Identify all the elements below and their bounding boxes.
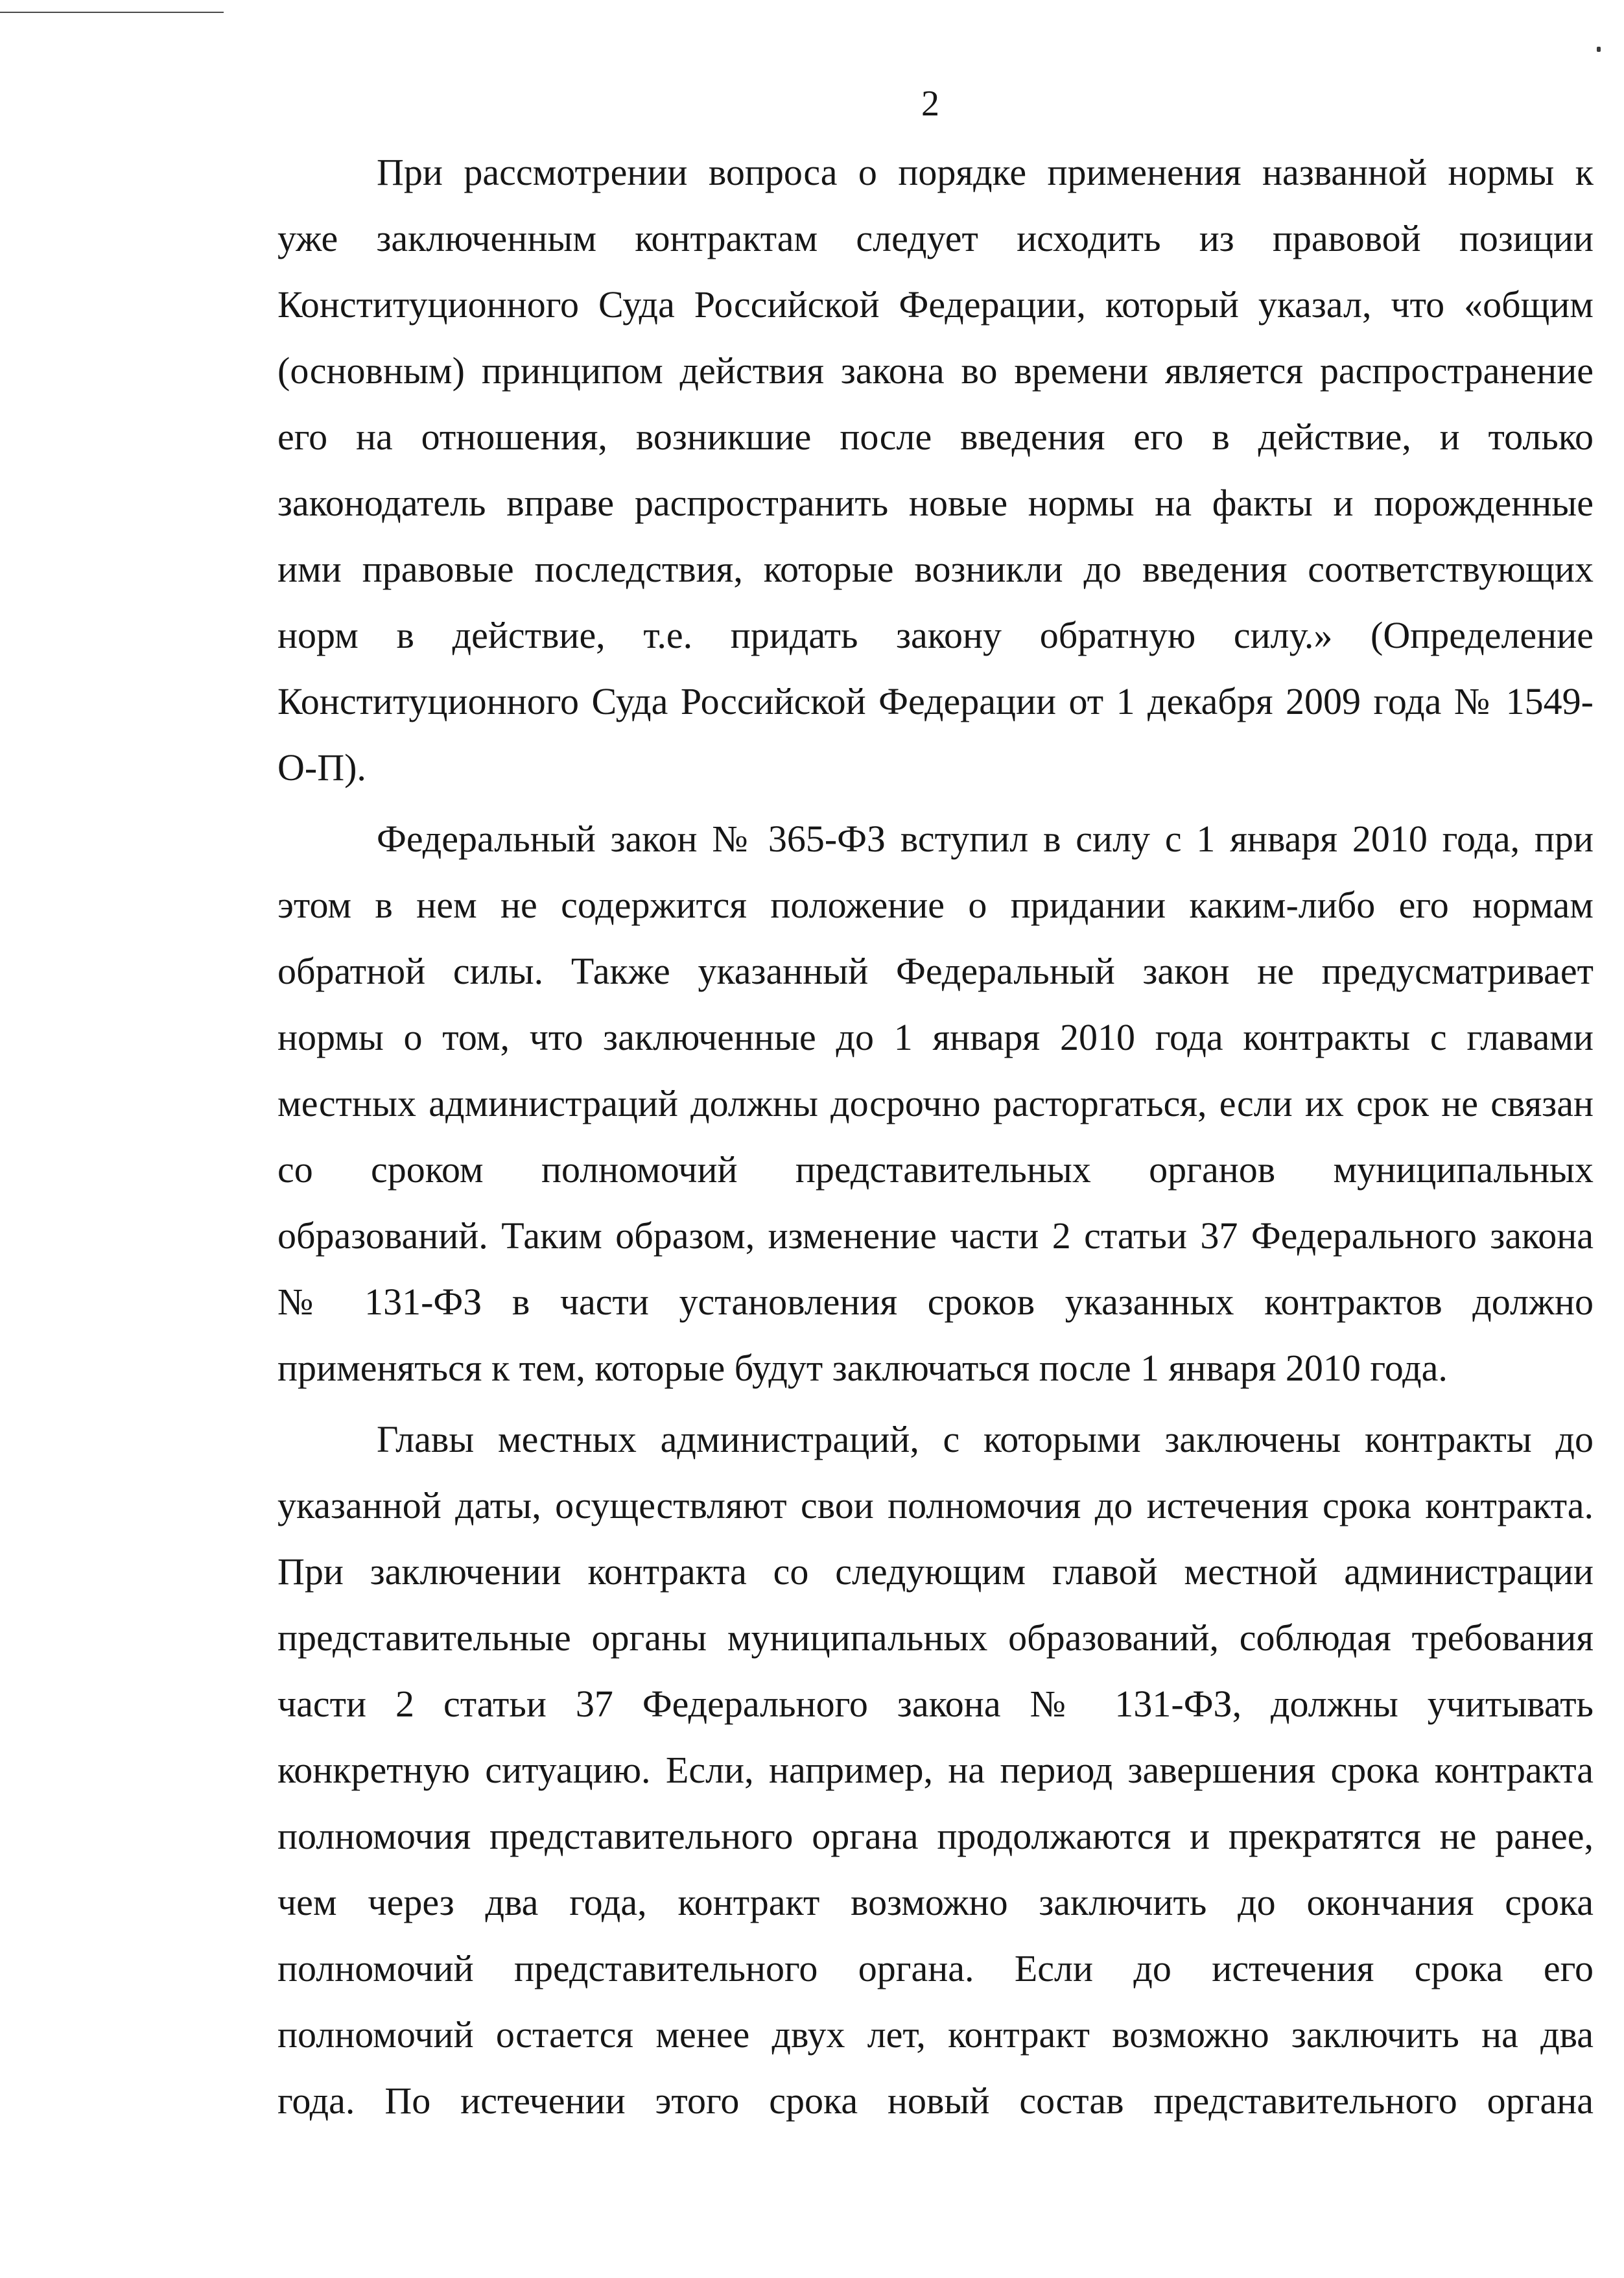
- paragraph-line: его на отношения, возникшие после введения его в действие, и только: [277, 416, 1594, 458]
- paragraph-line: этом в нем не содержится положение о придании каким-либо его нормам: [277, 884, 1594, 926]
- paragraph-line: представительные органы муниципальных образований, соблюдая требования: [277, 1617, 1594, 1659]
- paragraph-line: нормы о том, что заключенные до 1 января 2010 года контракты с главами: [277, 1016, 1594, 1058]
- paragraph-line: года. По истечении этого срока новый состав представительного органа: [277, 2080, 1594, 2122]
- paragraph-line: О-П).: [277, 746, 366, 789]
- paragraph-1: [277, 139, 1594, 801]
- paragraph-line: обратной силы. Также указанный Федеральный закон не предусматривает: [277, 950, 1594, 992]
- document-body: [277, 139, 1594, 2134]
- paragraph-line: чем через два года, контракт возможно заключить до окончания срока: [277, 1881, 1594, 1923]
- paragraph-line: полномочия представительного органа продолжаются и прекратятся не ранее,: [277, 1815, 1594, 1857]
- paragraph-line: со сроком полномочий представительных органов муниципальных: [277, 1148, 1594, 1191]
- paragraph-line: полномочий представительного органа. Если до истечения срока его: [277, 1947, 1594, 1989]
- paragraph-line: (основным) принципом действия закона во времени является распространение: [277, 350, 1594, 392]
- paragraph-line: норм в действие, т.е. придать закону обратную силу.» (Определение: [277, 614, 1594, 656]
- paragraph-line: образований. Таким образом, изменение части 2 статьи 37 Федерального закона: [277, 1215, 1594, 1257]
- paragraph-line: части 2 статьи 37 Федерального закона № 131-ФЗ, должны учитывать: [277, 1683, 1594, 1725]
- paragraph-line: указанной даты, осуществляют свои полномочия до истечения срока контракта.: [277, 1484, 1594, 1526]
- paragraph-line: конкретную ситуацию. Если, например, на период завершения срока контракта: [277, 1749, 1594, 1791]
- paragraph-line: Конституционного Суда Российской Федерации от 1 декабря 2009 года № 1549-: [277, 680, 1594, 722]
- paragraph-line: применяться к тем, которые будут заключаться после 1 января 2010 года.: [277, 1347, 1448, 1389]
- paragraph-line: ими правовые последствия, которые возникли до введения соответствующих: [277, 548, 1594, 590]
- paragraph-line: Конституционного Суда Российской Федерации, который указал, что «общим: [277, 283, 1594, 326]
- paragraph-line: законодатель вправе распространить новые нормы на факты и порожденные: [277, 482, 1594, 524]
- page-number: 2: [921, 84, 939, 124]
- scan-speck: [1597, 47, 1601, 52]
- paragraph-2: [277, 806, 1594, 1401]
- paragraph-line: № 131-ФЗ в части установления сроков указанных контрактов должно: [277, 1281, 1594, 1323]
- paragraph-line: Главы местных администраций, с которыми заключены контракты до: [377, 1418, 1594, 1460]
- paragraph-3: [277, 1406, 1594, 2134]
- paragraph-line: Федеральный закон № 365-ФЗ вступил в силу с 1 января 2010 года, при: [377, 818, 1594, 860]
- paragraph-line: местных администраций должны досрочно расторгаться, если их срок не связан: [277, 1082, 1594, 1124]
- scan-edge-mark: [0, 12, 224, 13]
- paragraph-line: полномочий остается менее двух лет, контракт возможно заключить на два: [277, 2013, 1594, 2056]
- paragraph-line: При заключении контракта со следующим главой местной администрации: [277, 1550, 1594, 1593]
- paragraph-line: При рассмотрении вопроса о порядке применения названной нормы к: [377, 151, 1594, 193]
- paragraph-line: уже заключенным контрактам следует исходить из правовой позиции: [277, 217, 1594, 259]
